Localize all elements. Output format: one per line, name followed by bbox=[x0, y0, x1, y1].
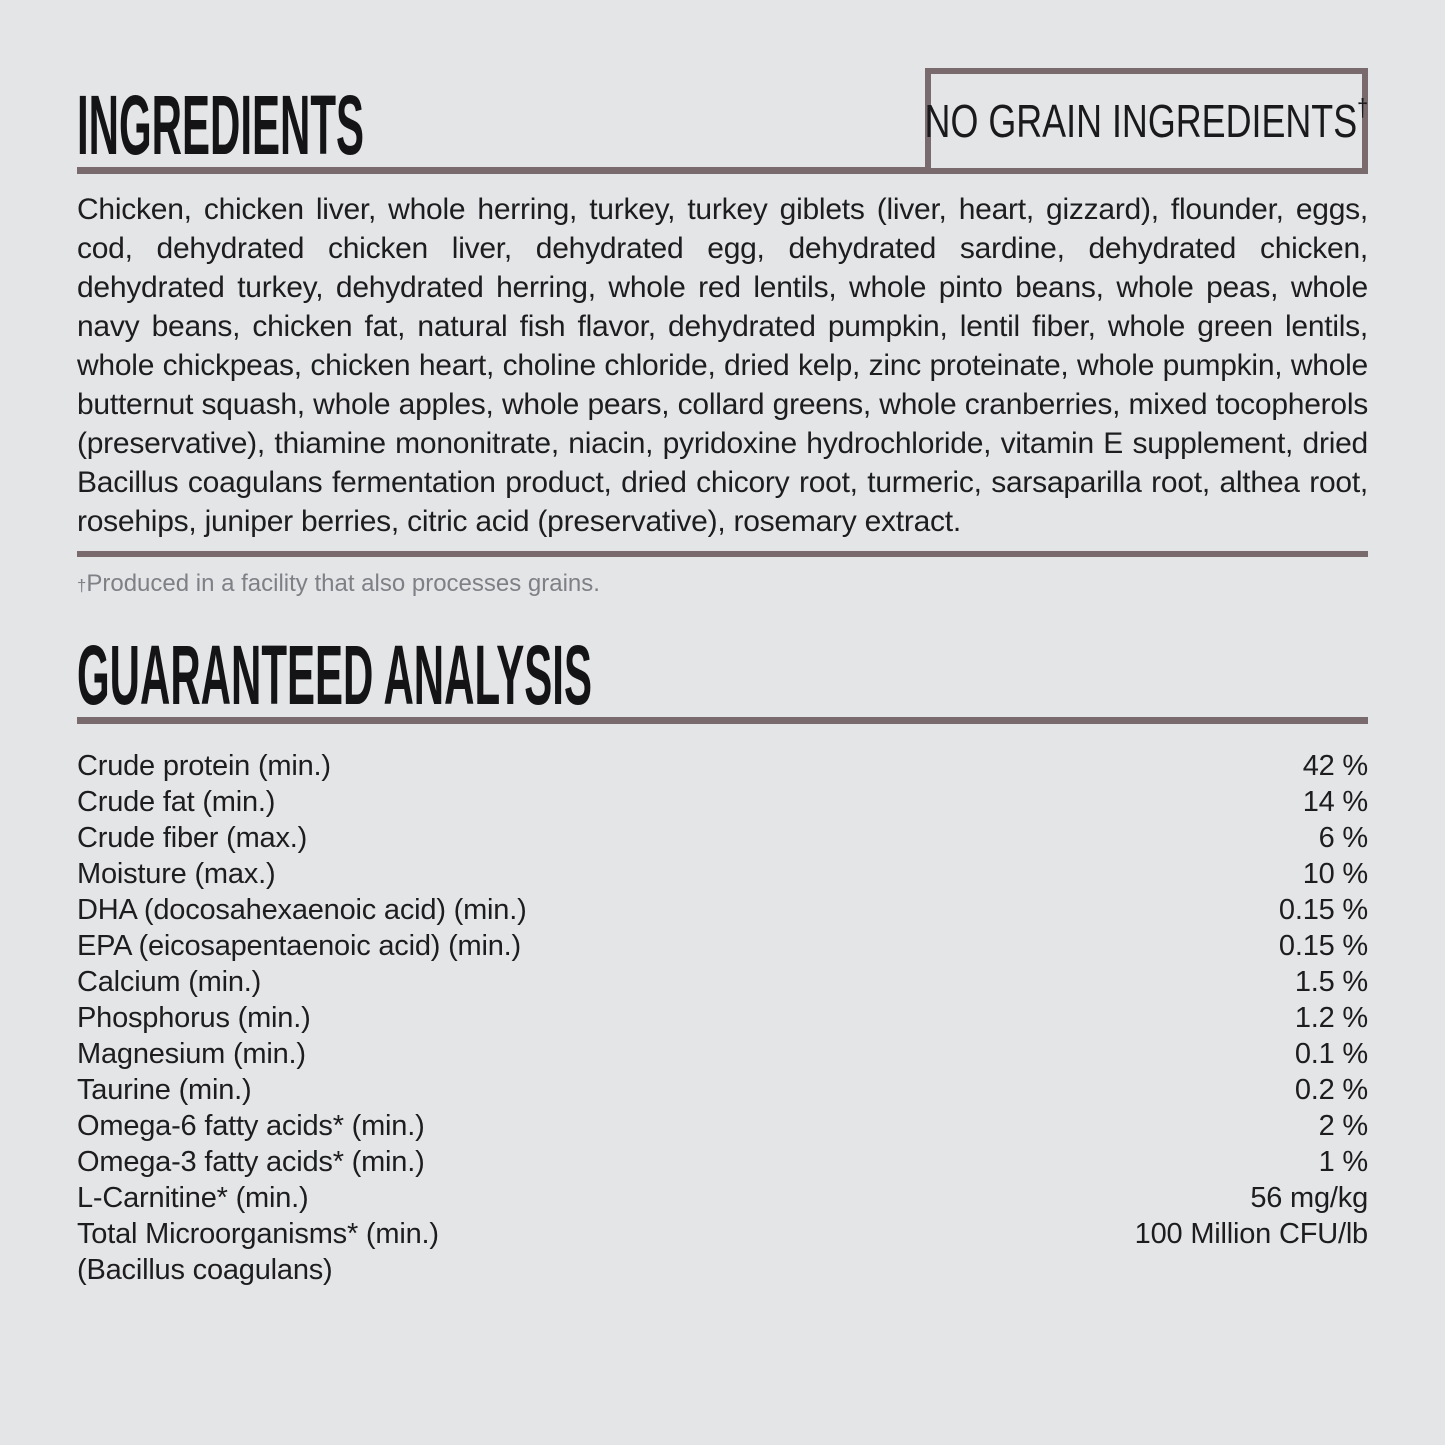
dagger-marker: † bbox=[1357, 94, 1369, 122]
analysis-label: Crude protein (min.) bbox=[77, 750, 331, 782]
dagger-marker: † bbox=[77, 576, 87, 595]
analysis-label: Taurine (min.) bbox=[77, 1074, 252, 1106]
table-row bbox=[77, 1216, 1368, 1252]
grain-footnote bbox=[77, 569, 1368, 599]
grain-footnote-text: Produced in a facility that also processes grains. bbox=[86, 570, 600, 597]
no-grain-badge bbox=[925, 68, 1368, 174]
analysis-value: 14 % bbox=[1302, 786, 1368, 818]
table-row bbox=[77, 820, 1368, 856]
analysis-label: Moisture (max.) bbox=[77, 858, 276, 890]
analysis-value: 0.2 % bbox=[1294, 1074, 1368, 1106]
ingredients-title: INGREDIENTS bbox=[77, 78, 365, 172]
no-grain-badge-text: NO GRAIN INGREDIENTS bbox=[924, 95, 1358, 147]
analysis-value: 6 % bbox=[1318, 822, 1368, 854]
analysis-value: 2 % bbox=[1318, 1110, 1368, 1142]
analysis-value: 1 % bbox=[1318, 1146, 1368, 1178]
guaranteed-analysis-table bbox=[77, 748, 1368, 1288]
divider-rule bbox=[77, 551, 1368, 557]
analysis-label: EPA (eicosapentaenoic acid) (min.) bbox=[77, 930, 521, 962]
table-row bbox=[77, 1144, 1368, 1180]
table-row bbox=[77, 1072, 1368, 1108]
table-row bbox=[77, 1180, 1368, 1216]
ingredients-header bbox=[77, 0, 1368, 174]
table-row bbox=[77, 1000, 1368, 1036]
analysis-label: Phosphorus (min.) bbox=[77, 1002, 311, 1034]
analysis-label: Calcium (min.) bbox=[77, 966, 262, 998]
analysis-value: 1.5 % bbox=[1294, 966, 1368, 998]
table-row bbox=[77, 748, 1368, 784]
table-row bbox=[77, 928, 1368, 964]
analysis-value: 100 Million CFU/lb bbox=[1134, 1218, 1368, 1250]
ingredients-paragraph: Chicken, chicken liver, whole herring, turkey, turkey giblets (liver, heart, gizzard), flounder, eggs, cod, dehydrated chicken liver, dehydrated egg, dehydrated sardine, dehydrated chicken, dehydrated turkey, dehydrated herring, whole red lentils, whole pinto beans, whole peas, whole navy beans, chicken fat, natural fish flavor, dehydrated pumpkin, lentil fiber, whole green lentils, whole chickpeas, chicken heart, choline chloride, dried kelp, zinc proteinate, whole pumpkin, whole butternut squash, whole apples, whole pears, collard greens, whole cranberries, mixed tocopherols (preservative), thiamine mononitrate, niacin, pyridoxine hydrochloride, vitamin E supplement, dried Bacillus coagulans fermentation product, dried chicory root, turmeric, sarsaparilla root, althea root, rosehips, juniper berries, citric acid (preservative), rosemary extract. bbox=[77, 193, 1368, 538]
analysis-value: 0.1 % bbox=[1294, 1038, 1368, 1070]
analysis-label: DHA (docosahexaenoic acid) (min.) bbox=[77, 894, 527, 926]
analysis-label: Crude fiber (max.) bbox=[77, 822, 308, 854]
table-row bbox=[77, 1252, 1368, 1288]
analysis-value: 0.15 % bbox=[1278, 930, 1368, 962]
analysis-label: L-Carnitine* (min.) bbox=[77, 1182, 309, 1214]
table-row bbox=[77, 1108, 1368, 1144]
table-row bbox=[77, 856, 1368, 892]
guaranteed-analysis-title: GUARANTEED ANALYSIS bbox=[77, 628, 592, 722]
analysis-label: Total Microorganisms* (min.) bbox=[77, 1218, 439, 1250]
analysis-label: Omega-6 fatty acids* (min.) bbox=[77, 1110, 425, 1142]
guaranteed-analysis-header bbox=[77, 628, 1368, 724]
analysis-label: (Bacillus coagulans) bbox=[77, 1254, 333, 1286]
analysis-value: 10 % bbox=[1302, 858, 1368, 890]
analysis-label: Magnesium (min.) bbox=[77, 1038, 306, 1070]
table-row bbox=[77, 1036, 1368, 1072]
analysis-label: Omega-3 fatty acids* (min.) bbox=[77, 1146, 425, 1178]
analysis-value: 42 % bbox=[1302, 750, 1368, 782]
table-row bbox=[77, 964, 1368, 1000]
no-grain-badge-label bbox=[924, 94, 1369, 147]
analysis-value: 56 mg/kg bbox=[1250, 1182, 1368, 1214]
table-row bbox=[77, 784, 1368, 820]
table-row bbox=[77, 892, 1368, 928]
analysis-label: Crude fat (min.) bbox=[77, 786, 276, 818]
analysis-value: 1.2 % bbox=[1294, 1002, 1368, 1034]
analysis-value: 0.15 % bbox=[1278, 894, 1368, 926]
